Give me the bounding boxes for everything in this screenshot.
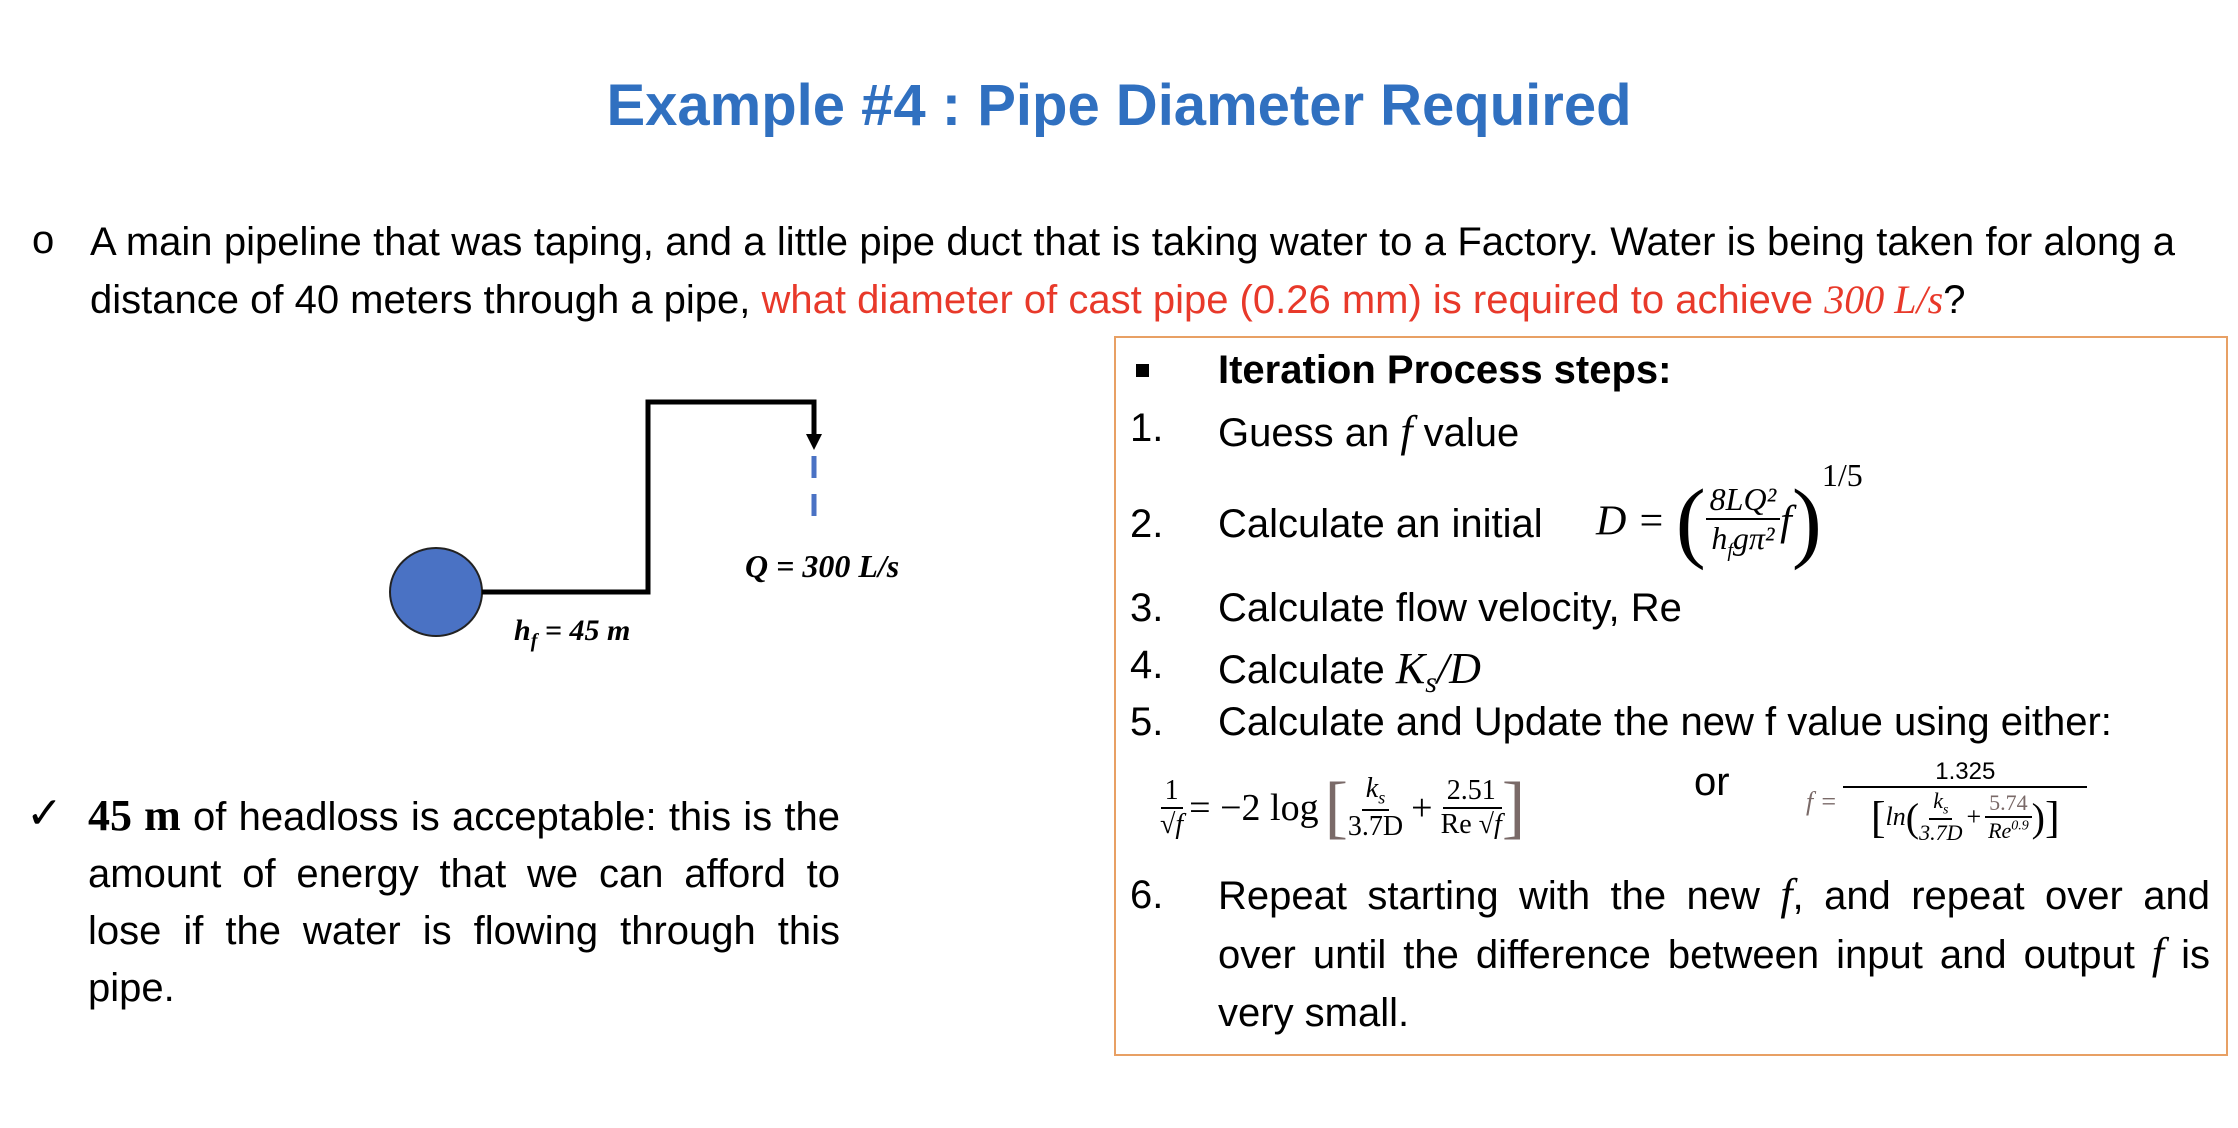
step-2-number: 2. bbox=[1130, 502, 1164, 546]
eq2-ks bbox=[1929, 788, 1952, 820]
bracket-right: ] bbox=[1501, 769, 1526, 846]
colebrook-lhs bbox=[1160, 775, 1183, 841]
d-den-sub: f bbox=[1727, 539, 1733, 562]
eq2-plus: + bbox=[1966, 802, 1982, 832]
problem-statement bbox=[90, 214, 2175, 329]
headloss-label bbox=[514, 614, 630, 653]
paren-left: ( bbox=[1675, 472, 1706, 571]
eq2-numerator: 1.325 bbox=[1843, 758, 2087, 788]
eq1-f: f bbox=[1494, 809, 1502, 840]
step-4-k: K bbox=[1395, 644, 1426, 693]
eq2-paren-left: ( bbox=[1905, 794, 1920, 840]
step-4-text: Calculate bbox=[1218, 648, 1396, 692]
eq1-251: 2.51 bbox=[1443, 775, 1500, 809]
bracket-left: [ bbox=[1324, 769, 1348, 846]
note-bold: 45 m bbox=[88, 791, 181, 840]
eq1-k: k bbox=[1365, 773, 1379, 805]
h-subscript: f bbox=[530, 630, 538, 652]
eq2-574-fraction bbox=[1985, 790, 2032, 844]
page-title: Example #4 : Pipe Diameter Required bbox=[606, 73, 1632, 138]
d-lhs: D = bbox=[1596, 498, 1666, 545]
d-exponent: 1/5 bbox=[1821, 457, 1863, 494]
eq2-f: f = bbox=[1806, 787, 1838, 817]
eq1-re-sqrt: Re √f bbox=[1440, 809, 1502, 840]
step-6-f: f bbox=[1780, 870, 1793, 919]
eq1-sqrt-f: f bbox=[1175, 809, 1184, 840]
step-3-number: 3. bbox=[1130, 586, 1164, 630]
eq1-middle: = −2 log bbox=[1189, 787, 1319, 829]
eq2-ln: ln bbox=[1885, 802, 1906, 832]
flow-label: Q = 300 L/s bbox=[745, 548, 900, 584]
h-symbol: h bbox=[514, 614, 531, 647]
step-1-text: Guess an bbox=[1218, 411, 1401, 455]
problem-question: what diameter of cast pipe (0.26 mm) is required to achieve bbox=[761, 278, 1825, 322]
eq2-paren-right: ) bbox=[2031, 794, 2045, 840]
eq1-plus: + bbox=[1411, 787, 1433, 829]
step-2-text: Calculate an initial bbox=[1218, 502, 1543, 546]
reservoir-icon bbox=[390, 548, 482, 636]
eq1-251-fraction bbox=[1441, 775, 1502, 841]
diameter-formula bbox=[1596, 457, 1863, 573]
problem-bullet: o bbox=[32, 218, 55, 262]
eq1-ks-sub: s bbox=[1378, 787, 1386, 808]
eq1-ks-fraction bbox=[1348, 773, 1403, 843]
eq2-exp: 0.9 bbox=[2011, 818, 2029, 834]
step-5-text: Calculate and Update the new f value using either: bbox=[1218, 700, 2112, 744]
steps-heading: Iteration Process steps: bbox=[1218, 348, 1672, 392]
explicit-f-equation bbox=[1806, 758, 2087, 846]
eq2-bracket-left: [ bbox=[1870, 792, 1886, 842]
eq2-bracket-right: ] bbox=[2045, 792, 2060, 842]
d-denominator bbox=[1711, 520, 1774, 562]
eq2-fraction bbox=[1843, 758, 2087, 846]
problem-end: ? bbox=[1943, 278, 1966, 322]
eq1-ks bbox=[1362, 773, 1389, 811]
eq2-37d: 3.7D bbox=[1919, 820, 1963, 846]
step-3-text: Calculate flow velocity, Re bbox=[1218, 586, 1682, 630]
diameter-fraction bbox=[1706, 481, 1781, 562]
d-den-h: h bbox=[1711, 519, 1728, 556]
h-value: = 45 m bbox=[537, 614, 631, 647]
or-text: or bbox=[1694, 760, 1730, 804]
step-1-number: 1. bbox=[1130, 406, 1164, 450]
eq2-574: 5.74 bbox=[1985, 790, 2032, 818]
step-5-number: 5. bbox=[1130, 700, 1164, 744]
d-f: f bbox=[1780, 498, 1792, 545]
d-den-rest: gπ² bbox=[1732, 519, 1775, 556]
step-6 bbox=[1218, 866, 2210, 1042]
arrow-down-icon bbox=[806, 434, 822, 450]
eq2-k: k bbox=[1933, 788, 1943, 813]
eq2-ks-fraction bbox=[1919, 788, 1962, 846]
headloss-note bbox=[88, 787, 840, 1017]
paren-right: ) bbox=[1791, 472, 1822, 571]
eq1-sqrt: √f bbox=[1160, 809, 1184, 840]
square-bullet-icon bbox=[1136, 364, 1149, 377]
problem-flow: 300 L/s bbox=[1824, 277, 1944, 322]
note-text: of headloss is acceptable: this is the amount of energy that we can afford to lose if the water is flowing through this pipe. bbox=[88, 795, 841, 1010]
step-4-number: 4. bbox=[1130, 643, 1164, 687]
eq2-ks-sub: s bbox=[1942, 802, 1949, 818]
step-1-f: f bbox=[1400, 407, 1413, 456]
eq2-denominator bbox=[1871, 788, 2060, 846]
eq2-re-text: Re bbox=[1988, 818, 2012, 844]
colebrook-equation bbox=[1160, 768, 1525, 848]
step-6-text: Repeat starting with the new bbox=[1218, 874, 1781, 918]
step-4 bbox=[1218, 643, 1481, 700]
step-1-text-end: value bbox=[1412, 411, 1520, 455]
step-1 bbox=[1218, 406, 1519, 457]
eq1-re: Re bbox=[1440, 809, 1472, 840]
pipe-diagram bbox=[380, 390, 980, 670]
step-6-text-mid: , and repeat over and over until the difference between input and output bbox=[1218, 874, 2210, 977]
check-icon: ✓ bbox=[26, 789, 63, 838]
problem-text: A main pipeline that was taping, and a little pipe duct that is taking water to a Factory. Water is being taken for along a distance of 40 meters through a pipe, bbox=[90, 220, 2175, 322]
step-6-number: 6. bbox=[1130, 873, 1164, 917]
eq1-37d: 3.7D bbox=[1347, 810, 1404, 842]
d-numerator: 8LQ² bbox=[1706, 481, 1781, 520]
step-6-f2: f bbox=[2151, 929, 2165, 978]
step-4-rest: /D bbox=[1436, 644, 1481, 693]
step-4-sub: s bbox=[1425, 666, 1437, 699]
eq2-re bbox=[1988, 818, 2029, 844]
step-6-text-end: is very small. bbox=[1218, 933, 2211, 1035]
eq1-one: 1 bbox=[1161, 775, 1183, 809]
